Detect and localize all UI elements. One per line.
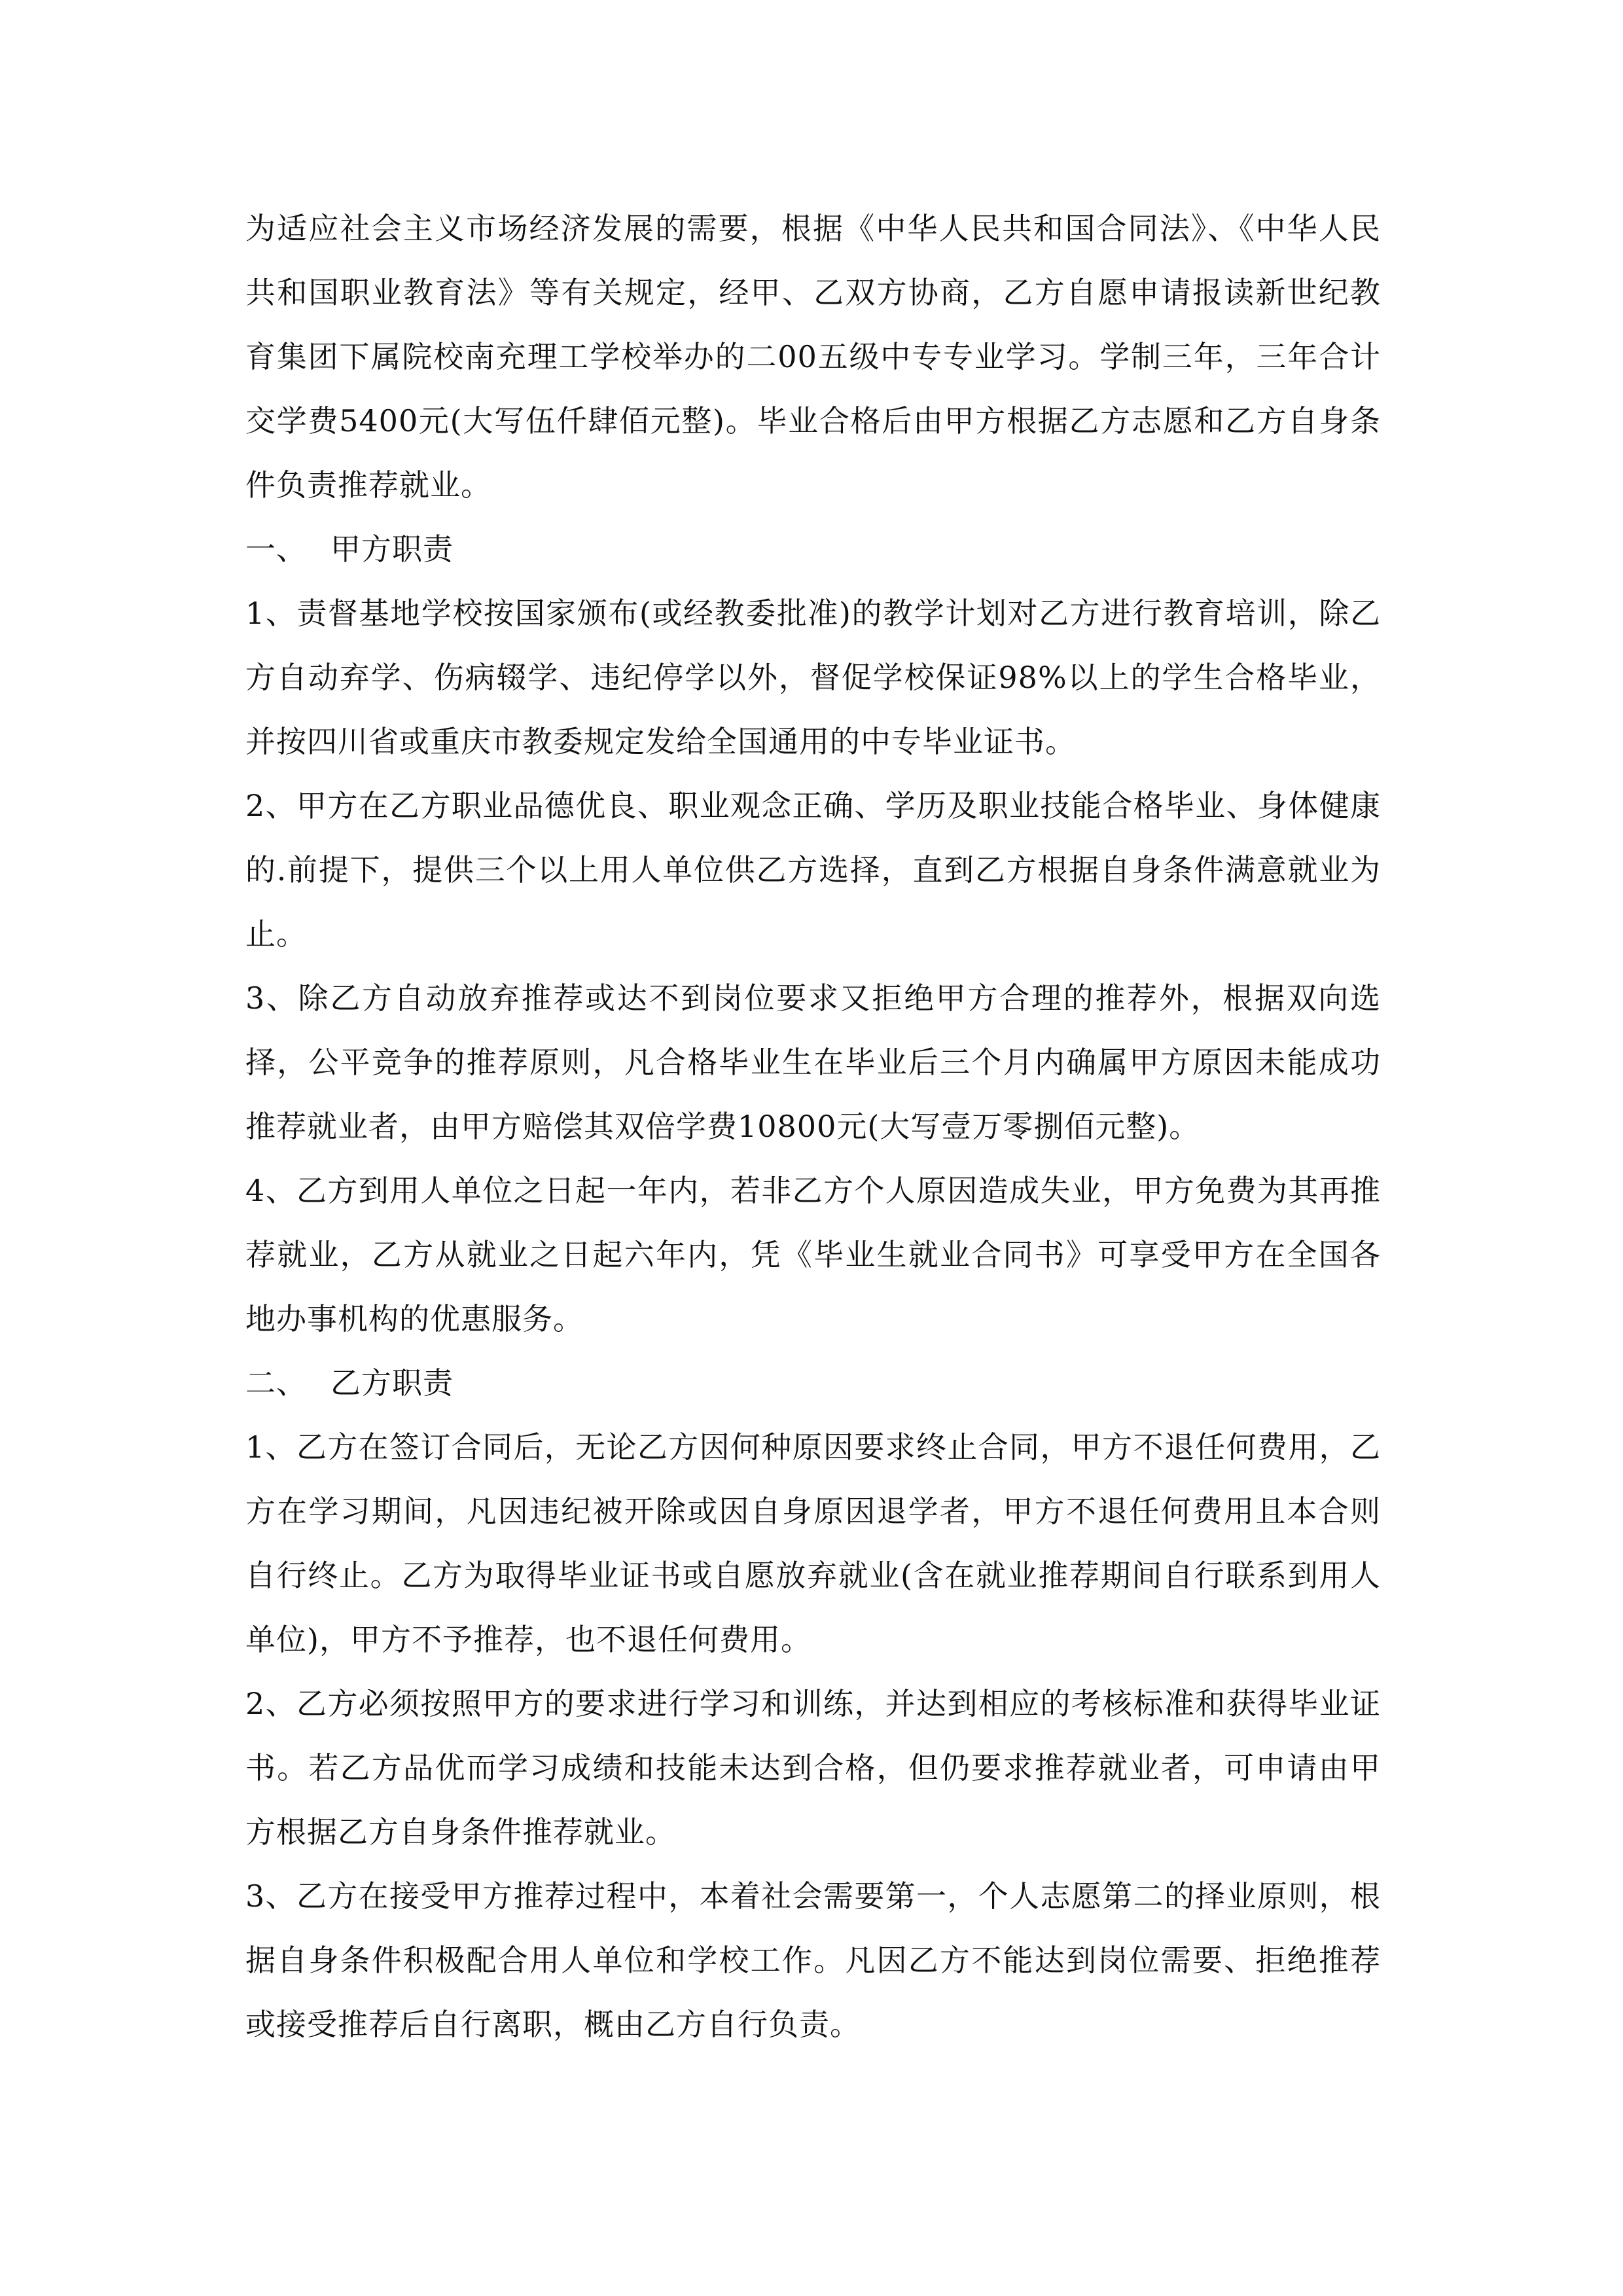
section-1-item: 3、除乙方自动放弃推荐或达不到岗位要求又拒绝甲方合理的推荐外，根据双向选择，公平竞争的推荐原则，凡合格毕业生在毕业后三个月内确属甲方原因未能成功推荐就业者，由甲方赔偿其双倍学费10800元(大写壹万零捌佰元整)。 — [245, 980, 1381, 1144]
section-2-item: 2、乙方必须按照甲方的要求进行学习和训练，并达到相应的考核标准和获得毕业证书。若乙方品优而学习成绩和技能未达到合格，但仍要求推荐就业者，可申请由甲方根据乙方自身条件推荐就业。 — [245, 1686, 1381, 1850]
section-1-heading — [245, 517, 1381, 581]
section-2-heading — [245, 1351, 1381, 1415]
section-2-number: 二、 — [245, 1365, 307, 1401]
section-1-title: 甲方职责 — [330, 531, 454, 567]
section-1-item: 1、责督基地学校按国家颁布(或经教委批准)的教学计划对乙方进行教育培训，除乙方自动弃学、伤病辍学、违纪停学以外，督促学校保证98%以上的学生合格毕业，并按四川省或重庆市教委规定发给全国通用的中专毕业证书。 — [245, 596, 1381, 759]
section-1-number: 一、 — [245, 531, 307, 567]
section-1-item: 2、甲方在乙方职业品德优良、职业观念正确、学历及职业技能合格毕业、身体健康的.前提下，提供三个以上用人单位供乙方选择，直到乙方根据自身条件满意就业为止。 — [245, 788, 1381, 952]
section-1-item: 4、乙方到用人单位之日起一年内，若非乙方个人原因造成失业，甲方免费为其再推荐就业，乙方从就业之日起六年内，凭《毕业生就业合同书》可享受甲方在全国各地办事机构的优惠服务。 — [245, 1173, 1381, 1336]
document-body — [245, 196, 1381, 2056]
section-2-title: 乙方职责 — [330, 1365, 454, 1401]
section-2-item: 3、乙方在接受甲方推荐过程中，本着社会需要第一，个人志愿第二的择业原则，根据自身条件积极配合用人单位和学校工作。凡因乙方不能达到岗位需要、拒绝推荐或接受推荐后自行离职，概由乙方自行负责。 — [245, 1878, 1381, 2042]
section-2-item: 1、乙方在签订合同后，无论乙方因何种原因要求终止合同，甲方不退任何费用，乙方在学习期间，凡因违纪被开除或因自身原因退学者，甲方不退任何费用且本合则自行终止。乙方为取得毕业证书或自愿放弃就业(含在就业推荐期间自行联系到用人单位)，甲方不予推荐，也不退任何费用。 — [245, 1429, 1381, 1657]
intro-paragraph: 为适应社会主义市场经济发展的需要，根据《中华人民共和国合同法》、《中华人民共和国职业教育法》等有关规定，经甲、乙双方协商，乙方自愿申请报读新世纪教育集团下属院校南充理工学校举办的二00五级中专专业学习。学制三年，三年合计交学费5400元(大写伍仟肆佰元整)。毕业合格后由甲方根据乙方志愿和乙方自身条件负责推荐就业。 — [245, 211, 1381, 503]
